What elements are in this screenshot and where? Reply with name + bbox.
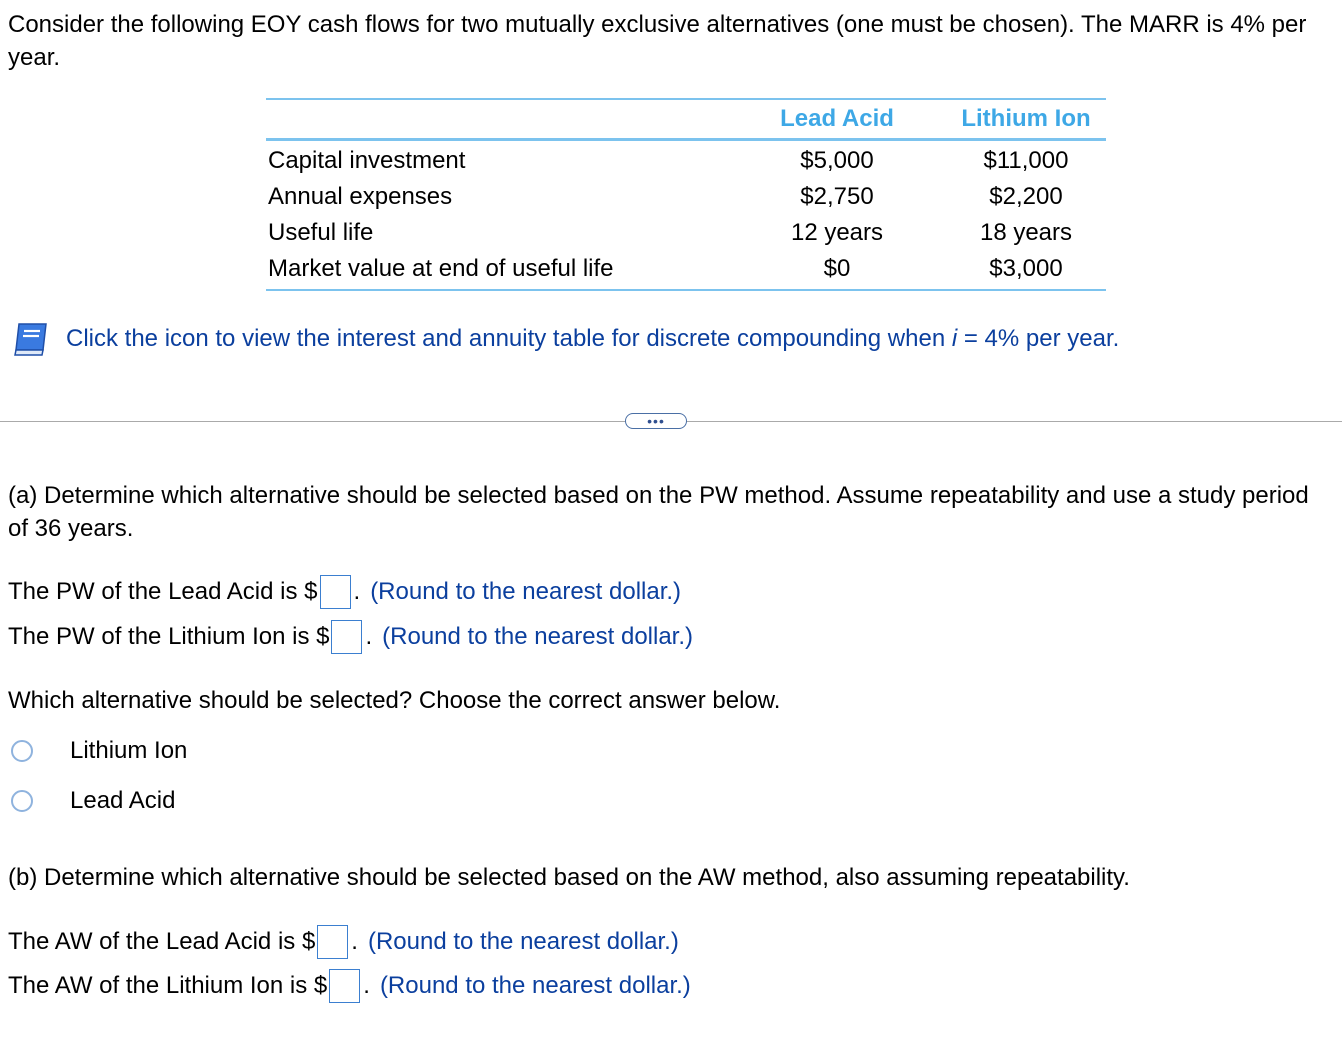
- cell-lead-acid: $5,000: [800, 147, 874, 174]
- radio-button[interactable]: [11, 740, 33, 762]
- cell-lead-acid: 12 years: [790, 219, 884, 246]
- pw-lithium-ion-input[interactable]: [331, 620, 362, 654]
- decimal-point: .: [365, 623, 373, 650]
- part-b-prompt: (b) Determine which alternative should be selected based on the AW method, also assuming repeatability.: [8, 864, 1130, 891]
- row-label: Market value at end of useful life: [266, 251, 728, 290]
- radio-button[interactable]: [11, 790, 33, 812]
- interest-table-link[interactable]: [10, 320, 1119, 358]
- expand-more-button[interactable]: •••: [625, 413, 687, 429]
- aw-lead-acid-input[interactable]: [317, 925, 348, 959]
- row-label: Capital investment: [268, 147, 466, 174]
- aw-lead-acid-prefix: The AW of the Lead Acid is $: [8, 928, 316, 955]
- book-icon[interactable]: [10, 320, 52, 358]
- choice-label[interactable]: Lead Acid: [70, 787, 176, 814]
- aw-lithium-ion-input[interactable]: [329, 969, 360, 1003]
- table-row: [266, 251, 1106, 290]
- column-header-lithium-ion: Lithium Ion: [946, 99, 1106, 140]
- part-a-prompt: (a) Determine which alternative should be selected based on the PW method. Assume repeatability and use a study period of 36 years.: [8, 482, 1309, 542]
- pw-lead-acid-prefix: The PW of the Lead Acid is $: [8, 578, 318, 605]
- round-hint: (Round to the nearest dollar.): [379, 972, 691, 999]
- round-hint: (Round to the nearest dollar.): [382, 623, 694, 650]
- row-label: Annual expenses: [268, 183, 453, 210]
- table-row: [266, 140, 1106, 180]
- column-header-lead-acid: Lead Acid: [728, 99, 946, 140]
- selection-question: Which alternative should be selected? Choose the correct answer below.: [8, 687, 781, 714]
- link-text-before: Click the icon to view the interest and annuity table for discrete compounding when: [66, 325, 952, 352]
- link-text-after: = 4% per year.: [957, 325, 1120, 352]
- cell-lead-acid: $0: [728, 251, 946, 290]
- cell-lead-acid: $2,750: [800, 183, 874, 210]
- table-row: [266, 179, 1106, 215]
- cell-lithium-ion: $3,000: [946, 251, 1106, 290]
- aw-lithium-ion-line: [8, 966, 691, 1006]
- decimal-point: .: [363, 972, 370, 999]
- interest-table-link-text[interactable]: [66, 325, 1119, 353]
- aw-lithium-ion-prefix: The AW of the Lithium Ion is $: [8, 972, 328, 999]
- interest-variable: i: [951, 325, 958, 352]
- round-hint: (Round to the nearest dollar.): [367, 928, 679, 955]
- table-header-blank: [266, 99, 728, 140]
- cell-lithium-ion: $2,200: [989, 183, 1063, 210]
- table-row: [266, 215, 1106, 251]
- choice-lead-acid[interactable]: [11, 787, 175, 815]
- row-label: Useful life: [268, 219, 374, 246]
- choice-lithium-ion[interactable]: [11, 737, 187, 765]
- problem-statement: Consider the following EOY cash flows for two mutually exclusive alternatives (one must be chosen). The MARR is 4% per year.: [8, 11, 1307, 71]
- cell-lithium-ion: $11,000: [983, 147, 1069, 174]
- decimal-point: .: [351, 928, 358, 955]
- table-header-row: [266, 99, 1106, 140]
- round-hint: (Round to the nearest dollar.): [370, 578, 682, 605]
- cash-flow-table: [266, 98, 1106, 291]
- pw-lithium-ion-line: [8, 617, 693, 657]
- pw-lithium-ion-prefix: The PW of the Lithium Ion is $: [8, 623, 330, 650]
- pw-lead-acid-line: [8, 572, 681, 612]
- cell-lithium-ion: 18 years: [979, 219, 1073, 246]
- aw-lead-acid-line: [8, 922, 679, 962]
- pw-lead-acid-input[interactable]: [320, 575, 351, 609]
- choice-label[interactable]: Lithium Ion: [70, 737, 188, 764]
- decimal-point: .: [353, 578, 361, 605]
